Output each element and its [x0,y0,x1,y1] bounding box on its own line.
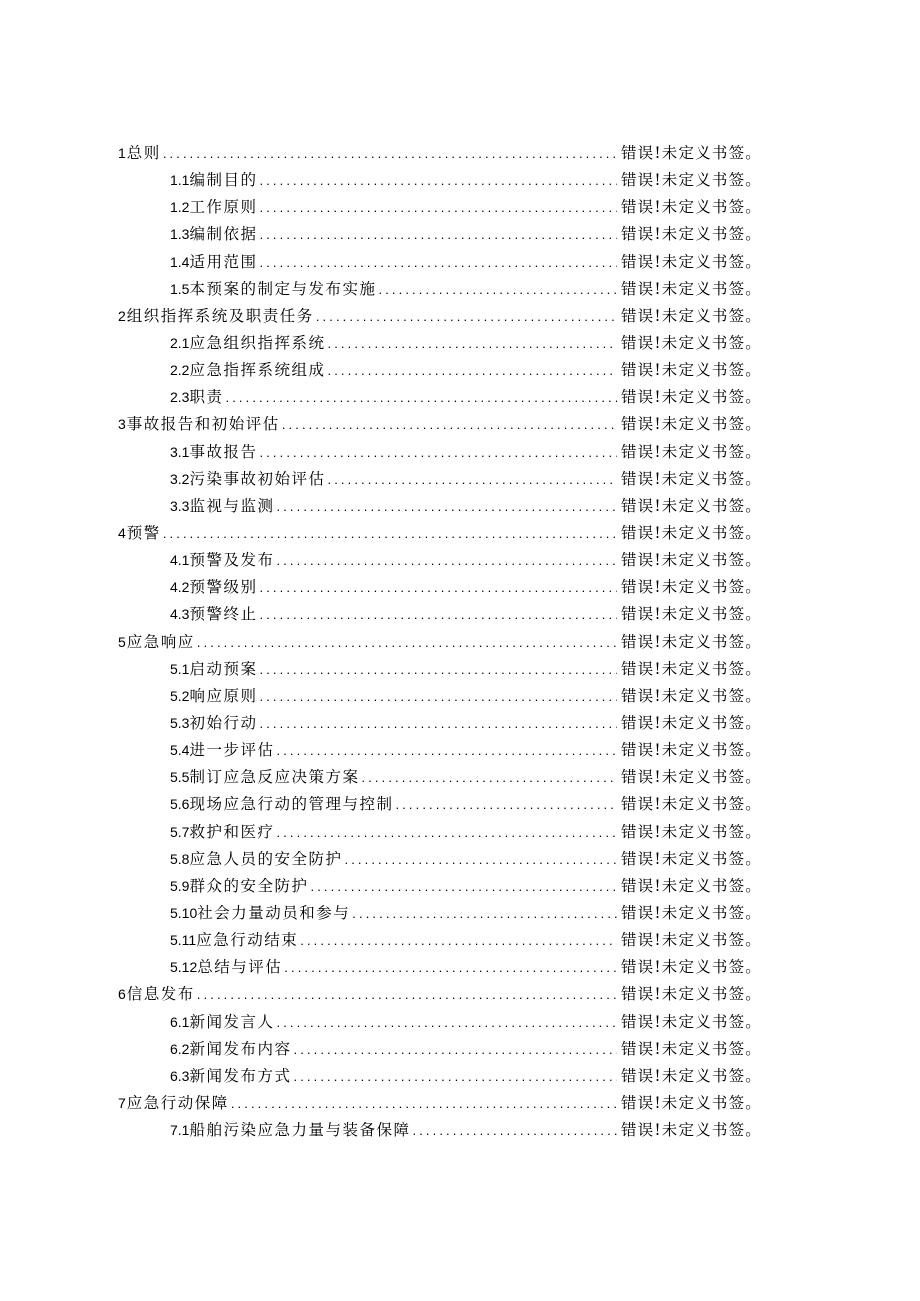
toc-entry-number: 3.2 [170,470,190,487]
toc-section-entry[interactable] [118,221,762,248]
toc-page-reference: 错误!未定义书签。 [620,333,762,352]
toc-dot-leader [284,954,617,981]
toc-entry-title: 职责 [189,388,224,407]
toc-dot-leader [327,330,616,357]
toc-page-reference: 错误!未定义书签。 [620,713,762,732]
toc-entry-title: 新闻发言人 [189,1012,275,1031]
toc-entry-number: 1.4 [170,253,190,270]
toc-dot-leader [310,873,616,900]
toc-page-reference: 错误!未定义书签。 [620,551,762,570]
toc-dot-leader [327,357,616,384]
toc-section-entry[interactable] [118,357,762,384]
toc-page-reference: 错误!未定义书签。 [620,686,762,705]
toc-section-entry[interactable] [118,1117,762,1144]
toc-dot-leader [412,1117,616,1144]
toc-section-entry[interactable] [118,954,762,981]
toc-dot-leader [163,520,617,547]
toc-entry-title: 社会力量动员和参与 [197,903,351,922]
toc-entry-number: 5.3 [170,714,190,731]
toc-entry-title: 制订应急反应决策方案 [189,768,360,787]
table-of-contents [118,140,762,1144]
toc-chapter-entry[interactable] [118,411,762,438]
toc-section-entry[interactable] [118,547,762,574]
toc-dot-leader [259,439,616,466]
toc-dot-leader [163,140,617,167]
toc-entry-number: 2 [118,307,126,324]
toc-entry-number: 4.3 [170,606,190,623]
toc-dot-leader [327,466,616,493]
toc-dot-leader [197,981,617,1008]
toc-entry-number: 3.1 [170,443,190,460]
toc-entry-number: 4.1 [170,552,190,569]
toc-entry-title: 事故报告和初始评估 [126,415,280,434]
toc-page-reference: 错误!未定义书签。 [620,985,762,1004]
toc-entry-title: 应急行动保障 [126,1093,229,1112]
toc-section-entry[interactable] [118,819,762,846]
toc-entry-number: 5.11 [170,932,197,949]
toc-section-entry[interactable] [118,927,762,954]
toc-entry-title: 进一步评估 [189,741,275,760]
toc-page-reference: 错误!未定义书签。 [620,252,762,271]
toc-entry-title: 编制目的 [189,171,258,190]
toc-section-entry[interactable] [118,1009,762,1036]
toc-entry-title: 现场应急行动的管理与控制 [189,795,394,814]
toc-entry-title: 总结与评估 [197,958,283,977]
toc-entry-title: 初始行动 [189,713,258,732]
toc-section-entry[interactable] [118,466,762,493]
toc-dot-leader [231,1090,617,1117]
toc-page-reference: 错误!未定义书签。 [620,768,762,787]
toc-entry-number: 2.2 [170,362,190,379]
toc-entry-number: 6.2 [170,1040,190,1057]
toc-dot-leader [300,927,617,954]
toc-page-reference: 错误!未定义书签。 [620,632,762,651]
toc-page-reference: 错误!未定义书签。 [620,1121,762,1140]
toc-entry-title: 预警终止 [189,605,258,624]
toc-page-reference: 错误!未定义书签。 [620,903,762,922]
toc-dot-leader [316,303,617,330]
toc-page-reference: 错误!未定义书签。 [620,388,762,407]
toc-entry-title: 编制依据 [189,225,258,244]
toc-entry-number: 4 [118,524,126,541]
toc-entry-number: 5.7 [170,823,190,840]
toc-entry-number: 5.1 [170,660,190,677]
toc-entry-number: 5.12 [170,959,198,976]
toc-chapter-entry[interactable] [118,629,762,656]
toc-entry-title: 预警及发布 [189,551,275,570]
toc-dot-leader [293,1063,616,1090]
toc-page-reference: 错误!未定义书签。 [620,822,762,841]
toc-section-entry[interactable] [118,710,762,737]
toc-entry-title: 污染事故初始评估 [189,469,326,488]
toc-section-entry[interactable] [118,384,762,411]
toc-section-entry[interactable] [118,493,762,520]
toc-entry-number: 2.3 [170,389,190,406]
toc-entry-title: 应急人员的安全防护 [189,849,343,868]
toc-dot-leader [259,710,616,737]
toc-entry-number: 1.2 [170,199,190,216]
toc-dot-leader [259,194,616,221]
toc-page-reference: 错误!未定义书签。 [620,1093,762,1112]
toc-entry-number: 6 [118,986,126,1003]
toc-entry-title: 预警级别 [189,578,258,597]
toc-page-reference: 错误!未定义书签。 [620,1012,762,1031]
toc-dot-leader [259,249,616,276]
toc-entry-number: 5.8 [170,850,190,867]
toc-entry-number: 5.4 [170,742,190,759]
toc-section-entry[interactable] [118,846,762,873]
toc-page-reference: 错误!未定义书签。 [620,876,762,895]
toc-dot-leader [259,656,616,683]
toc-dot-leader [276,819,616,846]
toc-entry-number: 7 [118,1094,126,1111]
toc-section-entry[interactable] [118,194,762,221]
toc-dot-leader [276,493,616,520]
toc-section-entry[interactable] [118,1036,762,1063]
toc-dot-leader [276,1009,616,1036]
toc-section-entry[interactable] [118,601,762,628]
toc-page-reference: 错误!未定义书签。 [620,442,762,461]
toc-entry-title: 本预案的制定与发布实施 [189,279,377,298]
toc-page-reference: 错误!未定义书签。 [620,1066,762,1085]
toc-entry-title: 总则 [126,144,161,162]
toc-section-entry[interactable] [118,249,762,276]
toc-entry-title: 救护和医疗 [189,822,275,841]
toc-dot-leader [361,764,616,791]
toc-page-reference: 错误!未定义书签。 [620,144,762,162]
toc-page-reference: 错误!未定义书签。 [620,225,762,244]
toc-dot-leader [276,737,616,764]
toc-section-entry[interactable] [118,167,762,194]
toc-entry-title: 新闻发布内容 [189,1039,292,1058]
toc-entry-number: 5.2 [170,687,190,704]
toc-entry-number: 3 [118,416,126,433]
toc-entry-title: 组织指挥系统及职责任务 [126,306,314,325]
toc-page-reference: 错误!未定义书签。 [620,171,762,190]
toc-entry-title: 响应原则 [189,686,258,705]
toc-page-reference: 错误!未定义书签。 [620,578,762,597]
toc-page-reference: 错误!未定义书签。 [620,279,762,298]
toc-section-entry[interactable] [118,873,762,900]
toc-section-entry[interactable] [118,656,762,683]
toc-chapter-entry[interactable] [118,1090,762,1117]
toc-entry-title: 适用范围 [189,252,258,271]
toc-section-entry[interactable] [118,764,762,791]
toc-entry-number: 3.3 [170,497,190,514]
toc-entry-number: 6.3 [170,1067,190,1084]
toc-page-reference: 错误!未定义书签。 [620,496,762,515]
toc-dot-leader [378,276,616,303]
toc-entry-title: 群众的安全防护 [189,876,309,895]
toc-dot-leader [259,683,616,710]
toc-dot-leader [276,547,616,574]
toc-dot-leader [259,601,616,628]
toc-page-reference: 错误!未定义书签。 [620,306,762,325]
toc-dot-leader [352,900,617,927]
toc-chapter-entry[interactable] [118,140,762,167]
toc-page-reference: 错误!未定义书签。 [620,741,762,760]
toc-page-reference: 错误!未定义书签。 [620,659,762,678]
toc-entry-number: 5 [118,633,126,650]
toc-section-entry[interactable] [118,330,762,357]
toc-page-reference: 错误!未定义书签。 [620,795,762,814]
toc-section-entry[interactable] [118,683,762,710]
toc-entry-title: 应急行动结束 [196,931,299,950]
toc-entry-title: 事故报告 [189,442,258,461]
toc-dot-leader [259,221,616,248]
toc-page-reference: 错误!未定义书签。 [620,469,762,488]
toc-dot-leader [282,411,617,438]
toc-dot-leader [259,574,616,601]
toc-page-reference: 错误!未定义书签。 [620,415,762,434]
toc-entry-number: 5.9 [170,877,190,894]
toc-page-reference: 错误!未定义书签。 [620,605,762,624]
toc-page-reference: 错误!未定义书签。 [620,931,762,950]
toc-entry-number: 6.1 [170,1013,190,1030]
toc-chapter-entry[interactable] [118,981,762,1008]
toc-dot-leader [293,1036,616,1063]
toc-entry-number: 5.10 [170,904,198,921]
toc-dot-leader [225,384,616,411]
toc-entry-title: 船舶污染应急力量与装备保障 [189,1121,411,1140]
toc-entry-title: 新闻发布方式 [189,1066,292,1085]
toc-entry-number: 5.5 [170,769,190,786]
toc-entry-title: 应急指挥系统组成 [189,361,326,380]
toc-section-entry[interactable] [118,791,762,818]
toc-entry-number: 1.5 [170,280,190,297]
toc-page-reference: 错误!未定义书签。 [620,198,762,217]
toc-page-reference: 错误!未定义书签。 [620,958,762,977]
toc-dot-leader [344,846,616,873]
toc-dot-leader [197,629,617,656]
toc-section-entry[interactable] [118,276,762,303]
toc-section-entry[interactable] [118,900,762,927]
toc-entry-number: 2.1 [170,334,190,351]
toc-dot-leader [259,167,616,194]
toc-entry-number: 1.3 [170,226,190,243]
toc-section-entry[interactable] [118,439,762,466]
toc-entry-title: 监视与监测 [189,496,275,515]
toc-page-reference: 错误!未定义书签。 [620,849,762,868]
toc-entry-number: 1 [118,145,126,161]
toc-entry-number: 4.2 [170,579,190,596]
toc-dot-leader [395,791,616,818]
toc-entry-title: 信息发布 [126,985,195,1004]
toc-entry-number: 1.1 [170,172,190,189]
toc-entry-title: 工作原则 [189,198,258,217]
toc-entry-title: 预警 [126,523,161,542]
toc-section-entry[interactable] [118,737,762,764]
toc-entry-number: 5.6 [170,796,190,813]
toc-section-entry[interactable] [118,574,762,601]
toc-chapter-entry[interactable] [118,520,762,547]
toc-entry-number: 7.1 [170,1122,190,1139]
toc-chapter-entry[interactable] [118,303,762,330]
toc-section-entry[interactable] [118,1063,762,1090]
toc-entry-title: 启动预案 [189,659,258,678]
toc-page-reference: 错误!未定义书签。 [620,523,762,542]
toc-entry-title: 应急响应 [126,632,195,651]
toc-page-reference: 错误!未定义书签。 [620,1039,762,1058]
toc-entry-title: 应急组织指挥系统 [189,333,326,352]
toc-page-reference: 错误!未定义书签。 [620,361,762,380]
